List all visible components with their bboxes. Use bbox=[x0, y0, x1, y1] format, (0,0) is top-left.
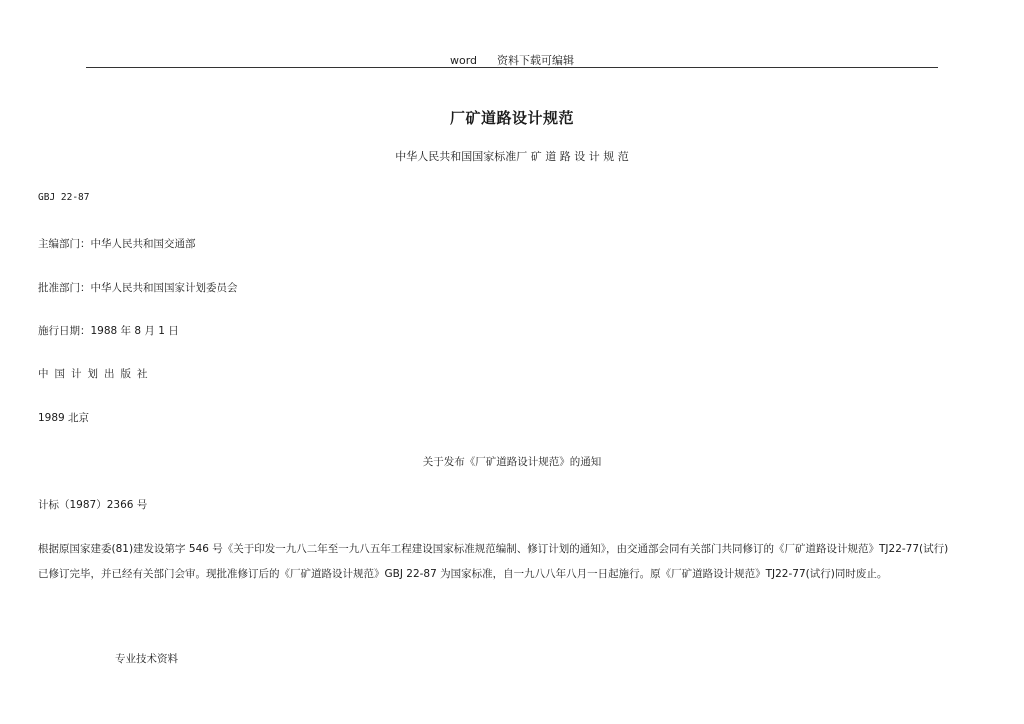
notice-paragraph-line-2: 已修订完毕，并已经有关部门会审。现批准修订后的《厂矿道路设计规范》GBJ 22-87 为国家标准，自一九八八年八月一日起施行。原《厂矿道路设计规范》TJ22-77(试行)同时废止。 bbox=[38, 568, 888, 580]
document-title: 厂矿道路设计规范 bbox=[449, 109, 574, 127]
editor-department: 主编部门：中华人民共和国交通部 bbox=[38, 238, 196, 250]
document-number: 计标（1987）2366 号 bbox=[38, 499, 148, 511]
notice-title: 关于发布《厂矿道路设计规范》的通知 bbox=[422, 456, 602, 468]
publisher: 中国计划出版社 bbox=[38, 368, 154, 380]
approval-department: 批准部门：中华人民共和国国家计划委员会 bbox=[38, 282, 238, 294]
header-divider bbox=[86, 67, 938, 68]
document-subtitle: 中华人民共和国国家标准厂 矿 道 路 设 计 规 范 bbox=[395, 150, 629, 163]
standard-code: GBJ 22-87 bbox=[38, 192, 90, 203]
effective-date: 施行日期：1988 年 8 月 1 日 bbox=[38, 325, 179, 337]
page-header bbox=[0, 52, 1024, 68]
notice-paragraph-line-1: 根据原国家建委(81)建发设第字 546 号《关于印发一九八二年至一九八五年工程建设国家标准规范编制、修订计划的通知》，由交通部会同有关部门共同修订的《厂矿道路设计规范》TJ22-77(试行) bbox=[38, 543, 949, 555]
page-footer: 专业技术资料 bbox=[115, 653, 178, 665]
header-editable-label: 资料下载可编辑 bbox=[497, 54, 575, 67]
publication-info: 1989 北京 bbox=[38, 412, 90, 424]
header-word-label: word bbox=[449, 54, 478, 67]
